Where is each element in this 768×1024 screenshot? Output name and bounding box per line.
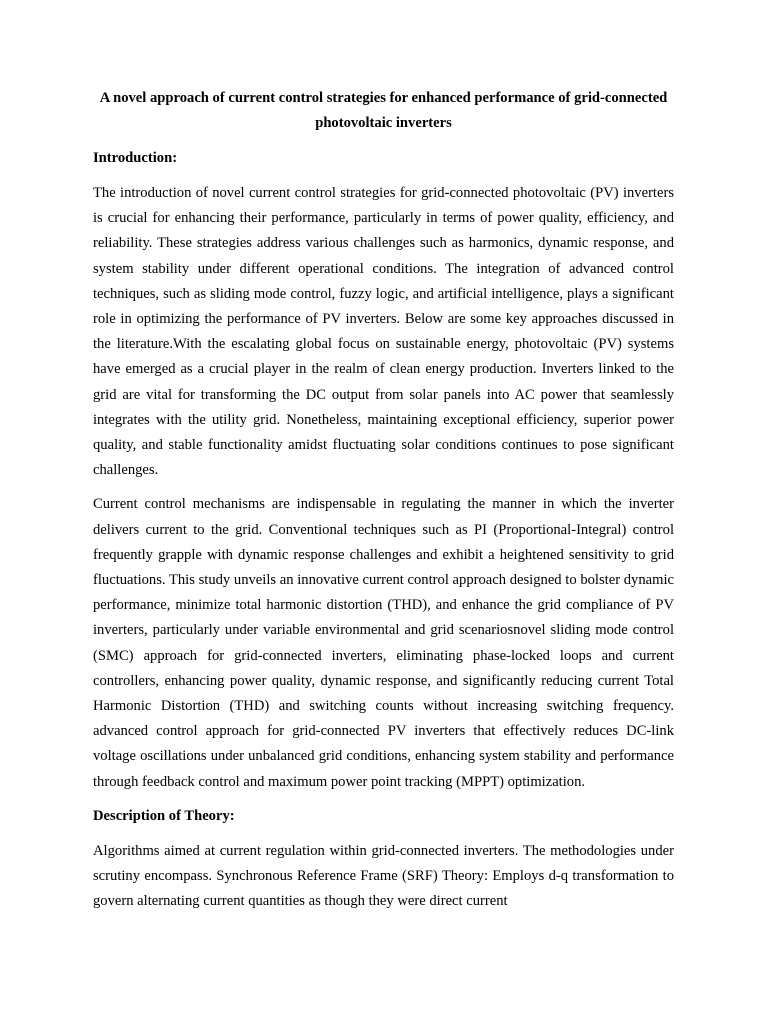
introduction-heading: Introduction: xyxy=(93,150,178,166)
introduction-paragraph-2: Current control mechanisms are indispensable in regulating the manner in which the inverter delivers current to the grid. Conventional techniques such as PI (Proportional-Integral) control frequently grapple with dynamic response challenges and exhibit a heightened sensitivity to grid fluctuations. This study unveils an innovative current control approach designed to bolster dynamic performance, minimize total harmonic distortion (THD), and enhance the grid compliance of PV inverters, particularly under variable environmental and grid scenariosnovel sliding mode control (SMC) approach for grid-connected inverters, eliminating phase-locked loops and current controllers, enhancing power quality, dynamic response, and significantly reducing current Total Harmonic Distortion (THD) and switching counts without increasing switching frequency. advanced control approach for grid-connected PV inverters that effectively reduces DC-link voltage oscillations under unbalanced grid conditions, enhancing system stability and performance through feedback control and maximum power point tracking (MPPT) optimization. xyxy=(93,496,674,790)
introduction-paragraph-1: The introduction of novel current control strategies for grid-connected photovoltaic (PV) inverters is crucial for enhancing their performance, particularly in terms of power quality, efficiency, and reliability. These strategies address various challenges such as harmonics, dynamic response, and system stability under different operational conditions. The integration of advanced control techniques, such as sliding mode control, fuzzy logic, and artificial intelligence, plays a significant role in optimizing the performance of PV inverters. Below are some key approaches discussed in the literature.With the escalating global focus on sustainable energy, photovoltaic (PV) systems have emerged as a crucial player in the realm of clean energy production. Inverters linked to the grid are vital for transforming the DC output from solar panels into AC power that seamlessly integrates with the utility grid. Nonetheless, maintaining exceptional efficiency, superior power quality, and stable functionality amidst fluctuating solar conditions continues to pose significant challenges. xyxy=(93,185,674,479)
document-page xyxy=(93,86,674,914)
document-title: A novel approach of current control strategies for enhanced performance of grid-connected photovoltaic inverters xyxy=(99,90,668,131)
theory-heading: Description of Theory: xyxy=(93,807,235,824)
theory-paragraph-1: Algorithms aimed at current regulation within grid-connected inverters. The methodologies under scrutiny encompass. Synchronous Reference Frame (SRF) Theory: Employs d-q transformation to govern alternating current quantities as though they were direct current xyxy=(93,842,674,910)
